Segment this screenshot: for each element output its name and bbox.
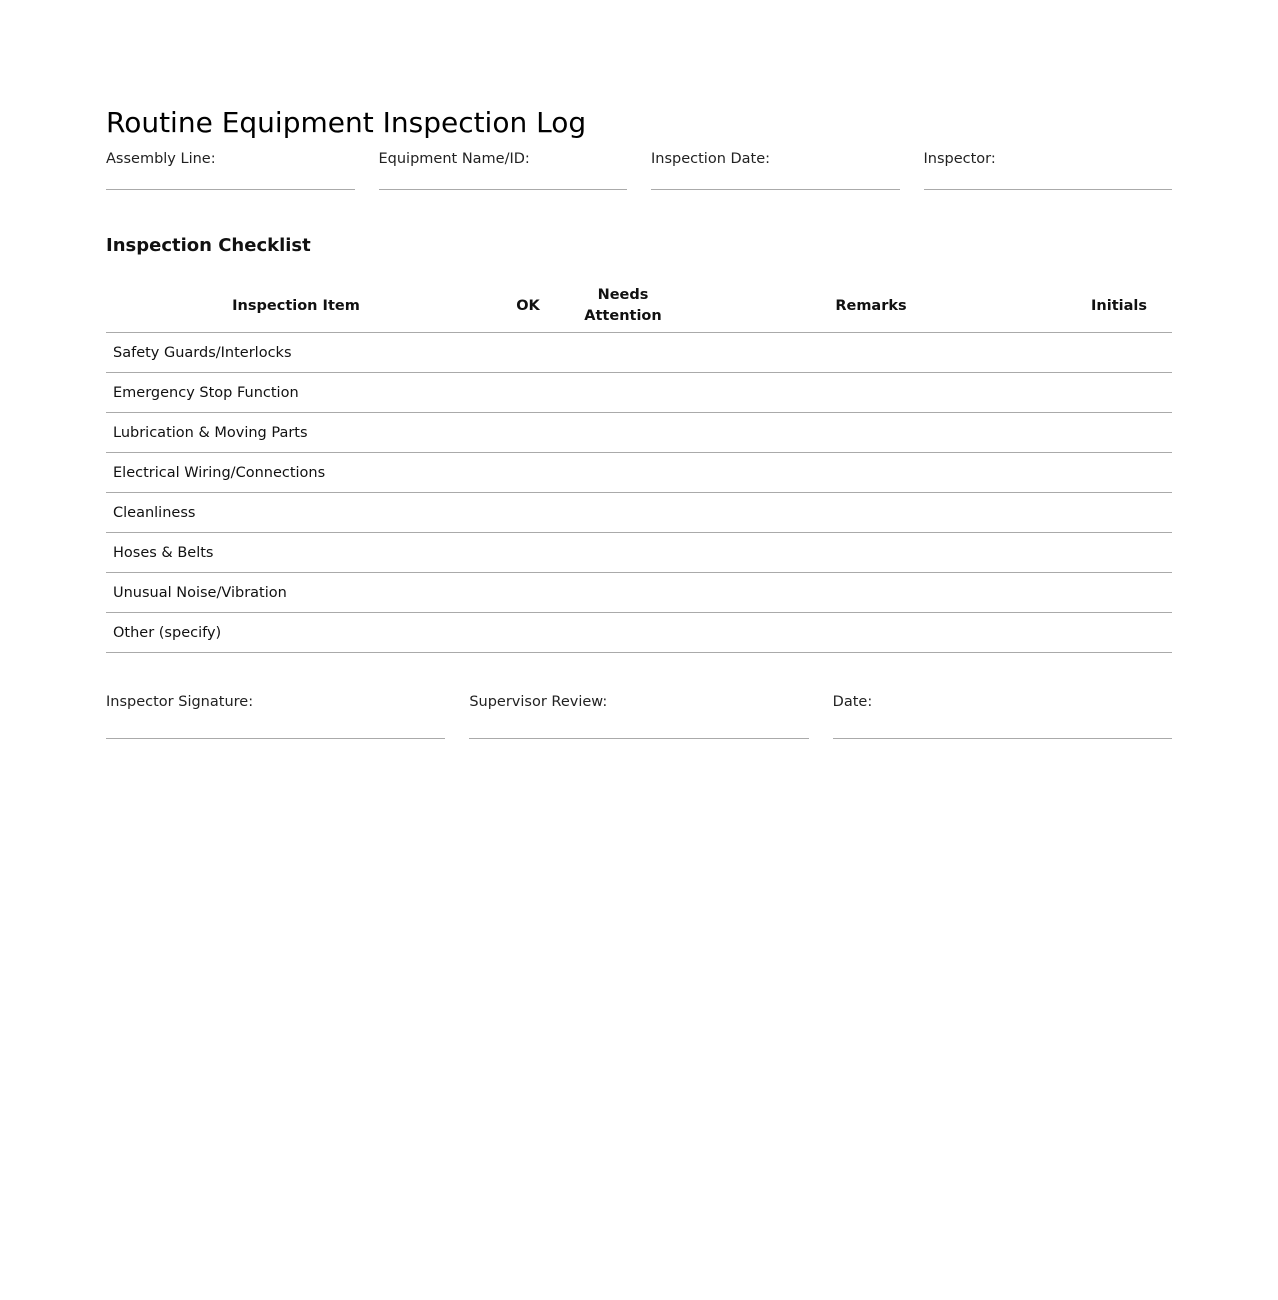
checklist-table [106, 280, 1172, 653]
needs-attention-cell[interactable] [570, 613, 676, 653]
inspector-field[interactable] [924, 150, 1173, 190]
initials-cell[interactable] [1066, 333, 1172, 373]
equipment-name-field[interactable] [379, 150, 628, 190]
assembly-line-field[interactable] [106, 150, 355, 190]
item-cell: Unusual Noise/Vibration [106, 573, 486, 613]
field-line[interactable] [379, 168, 628, 190]
inspection-date-field[interactable] [651, 150, 900, 190]
table-row [106, 413, 1172, 453]
item-cell: Electrical Wiring/Connections [106, 453, 486, 493]
ok-cell[interactable] [486, 333, 570, 373]
signature-fields [106, 693, 1172, 739]
field-label: Date: [832, 694, 873, 710]
needs-attention-cell[interactable] [570, 453, 676, 493]
remarks-cell[interactable] [676, 493, 1066, 533]
item-cell: Other (specify) [106, 613, 486, 653]
table-row [106, 373, 1172, 413]
field-label: Inspector Signature: [106, 694, 254, 710]
field-line[interactable] [833, 711, 1172, 739]
needs-attention-cell[interactable] [570, 533, 676, 573]
needs-attention-cell[interactable] [570, 413, 676, 453]
remarks-cell[interactable] [676, 453, 1066, 493]
table-row [106, 333, 1172, 373]
page-title: Routine Equipment Inspection Log [106, 106, 587, 139]
ok-cell[interactable] [486, 453, 570, 493]
table-row [106, 533, 1172, 573]
initials-cell[interactable] [1066, 573, 1172, 613]
table-header-row [106, 280, 1172, 333]
column-header-ok: OK [486, 280, 570, 333]
initials-cell[interactable] [1066, 413, 1172, 453]
header-fields [106, 150, 1172, 190]
field-label: Supervisor Review: [469, 694, 608, 710]
supervisor-review-field[interactable] [469, 693, 808, 739]
field-line[interactable] [106, 168, 355, 190]
needs-attention-cell[interactable] [570, 333, 676, 373]
field-label: Inspector: [923, 151, 996, 167]
remarks-cell[interactable] [676, 533, 1066, 573]
ok-cell[interactable] [486, 533, 570, 573]
initials-cell[interactable] [1066, 533, 1172, 573]
date-field[interactable] [833, 693, 1172, 739]
needs-attention-cell[interactable] [570, 373, 676, 413]
initials-cell[interactable] [1066, 453, 1172, 493]
field-label: Equipment Name/ID: [378, 151, 530, 167]
initials-cell[interactable] [1066, 493, 1172, 533]
table-row [106, 493, 1172, 533]
remarks-cell[interactable] [676, 333, 1066, 373]
initials-cell[interactable] [1066, 373, 1172, 413]
checklist-heading: Inspection Checklist [106, 235, 311, 256]
ok-cell[interactable] [486, 613, 570, 653]
ok-cell[interactable] [486, 413, 570, 453]
column-header-item: Inspection Item [106, 280, 486, 333]
field-line[interactable] [651, 168, 900, 190]
field-line[interactable] [924, 168, 1173, 190]
ok-cell[interactable] [486, 493, 570, 533]
ok-cell[interactable] [486, 373, 570, 413]
item-cell: Cleanliness [106, 493, 486, 533]
inspection-log-form [106, 104, 1172, 739]
remarks-cell[interactable] [676, 573, 1066, 613]
table-row [106, 573, 1172, 613]
field-label: Inspection Date: [651, 151, 771, 167]
column-header-needs-attention: Needs Attention [570, 280, 676, 333]
field-line[interactable] [469, 711, 808, 739]
inspector-signature-field[interactable] [106, 693, 445, 739]
remarks-cell[interactable] [676, 413, 1066, 453]
initials-cell[interactable] [1066, 613, 1172, 653]
field-label: Assembly Line: [106, 151, 216, 167]
needs-attention-cell[interactable] [570, 493, 676, 533]
table-row [106, 613, 1172, 653]
item-cell: Safety Guards/Interlocks [106, 333, 486, 373]
column-header-remarks: Remarks [676, 280, 1066, 333]
item-cell: Hoses & Belts [106, 533, 486, 573]
remarks-cell[interactable] [676, 613, 1066, 653]
table-row [106, 453, 1172, 493]
ok-cell[interactable] [486, 573, 570, 613]
column-header-initials: Initials [1066, 280, 1172, 333]
remarks-cell[interactable] [676, 373, 1066, 413]
field-line[interactable] [106, 711, 445, 739]
item-cell: Lubrication & Moving Parts [106, 413, 486, 453]
needs-attention-cell[interactable] [570, 573, 676, 613]
item-cell: Emergency Stop Function [106, 373, 486, 413]
